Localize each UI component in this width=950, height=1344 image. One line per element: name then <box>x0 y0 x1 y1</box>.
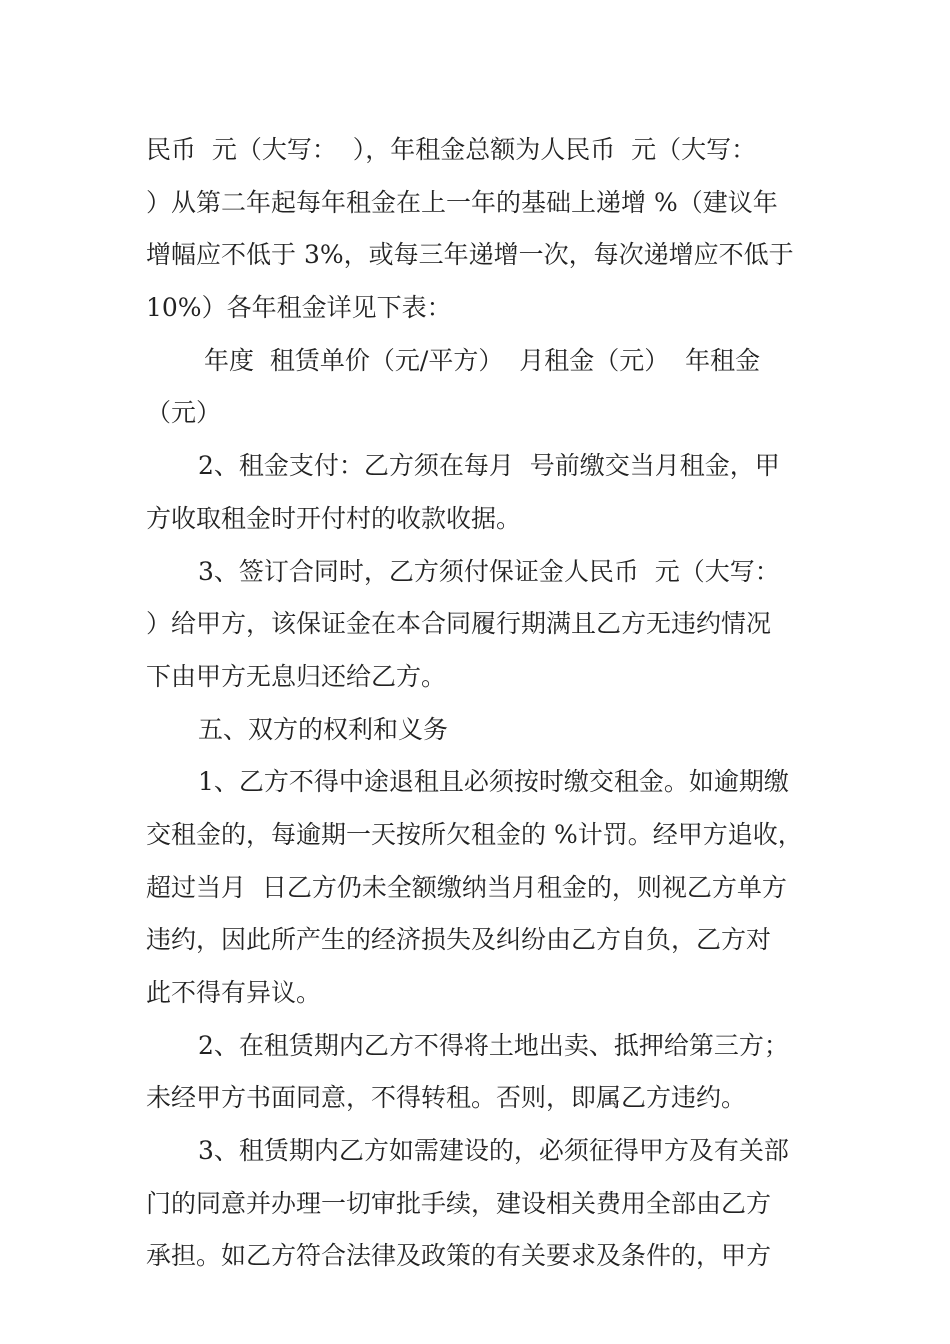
clause-no-sale-or-sublease: 2、在租赁期内乙方不得将土地出卖、抵押给第三方； <box>198 1030 789 1060</box>
text-line: 承担。如乙方符合法律及政策的有关要求及条件的，甲方 <box>146 1241 772 1271</box>
text-line: 违约，因此所产生的经济损失及纠纷由乙方自负，乙方对 <box>146 925 772 955</box>
text-line: 交租金的，每逾期一天按所欠租金的 %计罚。经甲方追收， <box>146 819 803 849</box>
document-body <box>146 124 806 1283</box>
text-line: ）给甲方，该保证金在本合同履行期满且乙方无违约情况 <box>146 609 772 639</box>
clause-construction: 3、租赁期内乙方如需建设的，必须征得甲方及有关部 <box>198 1136 789 1166</box>
clause-rent-payment: 2、租金支付：乙方须在每月 号前缴交当月租金，甲 <box>198 451 780 481</box>
text-line: 民币 元（大写： ），年租金总额为人民币 元（大写： <box>146 135 757 164</box>
section-heading: 五、双方的权利和义务 <box>198 714 449 744</box>
text-line: 未经甲方书面同意，不得转租。否则，即属乙方违约。 <box>146 1083 747 1113</box>
clause-no-early-termination: 1、乙方不得中途退租且必须按时缴交租金。如逾期缴 <box>198 767 789 797</box>
text-line: 增幅应不低于 3%，或每三年递增一次，每次递增应不低于 <box>146 240 794 270</box>
text-line: 超过当月 日乙方仍未全额缴纳当月租金的，则视乙方单方 <box>146 872 787 902</box>
text-line: 此不得有异议。 <box>146 978 322 1007</box>
text-line: 10%）各年租金详见下表： <box>146 293 452 323</box>
text-line: （元） <box>146 398 222 428</box>
text-line: ）从第二年起每年租金在上一年的基础上递增 %（建议年 <box>146 187 778 217</box>
table-header-line: 年度 租赁单价（元/平方） 月租金（元） 年租金 <box>204 345 761 375</box>
text-line: 下由甲方无息归还给乙方。 <box>146 661 447 691</box>
clause-deposit: 3、签订合同时，乙方须付保证金人民币 元（大写： <box>198 556 780 586</box>
text-line: 门的同意并办理一切审批手续，建设相关费用全部由乙方 <box>146 1188 772 1218</box>
text-line: 方收取租金时开付村的收款收据。 <box>146 503 522 533</box>
